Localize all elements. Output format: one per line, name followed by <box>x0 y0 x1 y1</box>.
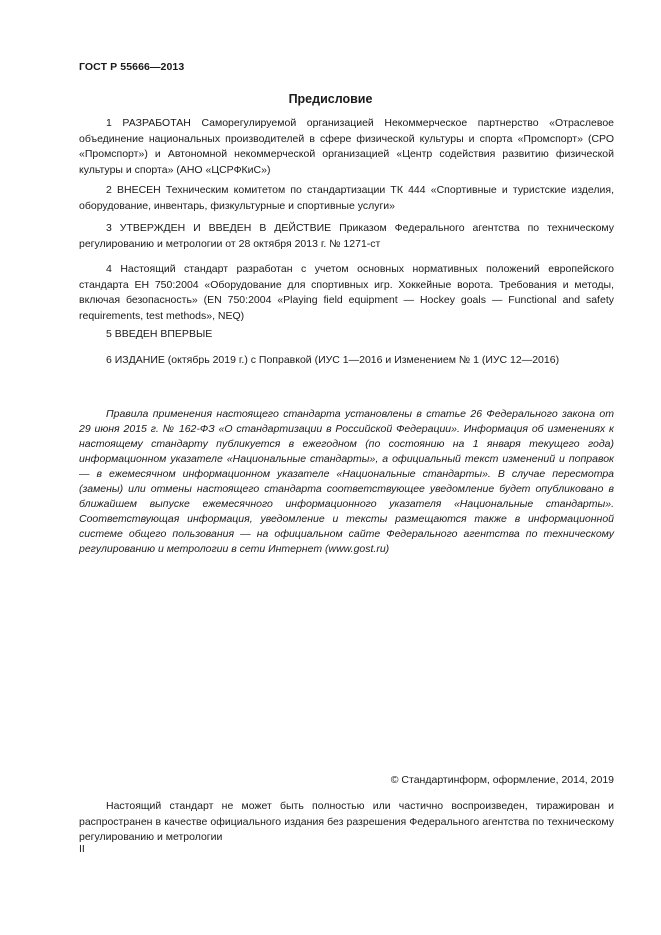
paragraph-edition: 6 ИЗДАНИЕ (октябрь 2019 г.) с Поправкой (ИУС 1—2016 и Изменением № 1 (ИУС 12—2016) <box>106 354 560 366</box>
paragraph-submitted-by: 2 ВНЕСЕН Техническим комитетом по стандартизации ТК 444 «Спортивные и туристские изделия, оборудование, инвентарь, физкультурные и спортивные услуги» <box>79 184 614 212</box>
paragraph-approved: 3 УТВЕРЖДЕН И ВВЕДЕН В ДЕЙСТВИЕ Приказом Федерального агентства по техническому регулированию и метрологии от 28 октября 2013 г. № 1271-ст <box>79 222 614 250</box>
application-rules-notice: Правила применения настоящего стандарта установлены в статье 26 Федерального закона от 29 июня 2015 г. № 162-ФЗ «О стандартизации в Российской Федерации». Информация об изменениях к настоящему стандарту публикуется в ежегодном (по состоянию на 1 января текущего года) информационном указателе «Национальные стандарты», а официальный текст изменений и поправок — в ежемесячном информационном указателе «Национальные стандарты». В случае пересмотра (замены) или отмены настоящего стандарта соответствующее уведомление будет опубликовано в ближайшем выпуске ежемесячного информационного указателя «Национальные стандарты». Соответствующая информация, уведомление и тексты размещаются также в информационной системе общего пользования — на официальном сайте Федерального агентства по техническому регулированию и метрологии в сети Интернет (www.gost.ru) <box>79 408 614 555</box>
copyright-line: © Стандартинформ, оформление, 2014, 2019 <box>390 774 614 786</box>
paragraph-based-on: 4 Настоящий стандарт разработан с учетом основных нормативных положений европейского стандарта ЕН 750:2004 «Оборудование для спортивных игр. Хоккейные ворота. Требования и методы, включая безопасность» (EN 750:2004 «Playing field equipment — Hockey goals — Functional and safety requirements, test methods», NEQ) <box>79 263 614 322</box>
paragraph-first-introduced: 5 ВВЕДЕН ВПЕРВЫЕ <box>106 328 213 340</box>
standard-code: ГОСТ Р 55666—2013 <box>79 61 185 73</box>
page-number: II <box>79 843 85 855</box>
reproduction-notice: Настоящий стандарт не может быть полностью или частично воспроизведен, тиражирован и распространен в качестве официального издания без разрешения Федерального агентства по техническому регулированию и метрологии <box>79 800 614 843</box>
paragraph-developed-by: 1 РАЗРАБОТАН Саморегулируемой организацией Некоммерческое партнерство «Отраслевое объединение национальных производителей в сфере физической культуры и спорта «Промспорт» (СРО «Промспорт») и Автономной некоммерческой организацией «Центр содействия развитию физической культуры и спорта» (АНО «ЦСРФКиС») <box>79 117 614 176</box>
page-title: Предисловие <box>288 92 373 106</box>
